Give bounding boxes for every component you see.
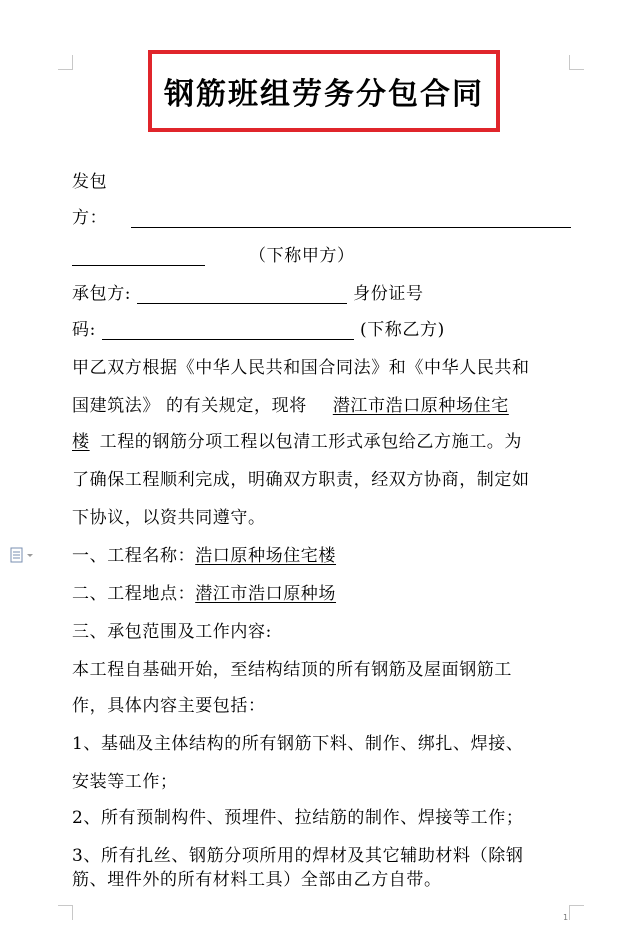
paragraph-options-icon[interactable] [10,546,38,564]
item-3-text-1: 3、所有扎丝、钢筋分项所用的焊材及其它辅助材料（除钢 [72,846,524,866]
intro-text-2a: 国建筑法》 的有关规定，现将 [72,396,307,416]
item-1-text-2: 安装等工作； [72,772,178,792]
party-b-blank[interactable] [137,285,347,304]
intro-line-4 [72,470,530,490]
intro-text-4: 了确保工程顺利完成，明确双方职责，经双方协商，制定如 [72,470,530,490]
item-1-text-1: 1、基础及主体结构的所有钢筋下料、制作、绑扎、焊接、 [72,734,524,754]
party-a-suffix-line [72,246,355,266]
intro-line-5 [72,508,266,528]
party-b-line [72,284,424,304]
section-3-heading: 三、承包范围及工作内容: [72,622,272,642]
scope-line-1 [72,660,512,680]
item-3-line-2 [72,870,442,890]
item-3-text-2: 筋、埋件外的所有材料工具）全部由乙方自带。 [72,870,442,890]
item-2-line [72,808,523,828]
section-1 [72,546,336,566]
id-number-line [72,320,445,340]
scope-text-1: 本工程自基础开始，至结构结顶的所有钢筋及屋面钢筋工 [72,660,512,680]
project-name-value: 浩口原种场住宅楼 [195,546,337,566]
project-location-underlined-end: 楼 [72,432,90,452]
section-2-label: 二、工程地点： [72,584,196,604]
item-2-text: 2、所有预制构件、预埋件、拉结筋的制作、焊接等工作； [72,808,524,828]
party-b-suffix: (下称乙方) [359,320,445,340]
section-2 [72,584,336,604]
intro-line-1 [72,358,530,378]
id-number-label-part2: 码: [72,320,96,340]
item-3-line-1 [72,846,523,866]
section-3 [72,622,272,642]
title-box [148,50,500,132]
scope-text-2: 作，具体内容主要包括： [72,696,266,716]
party-a-label-part1: 发包 [72,172,108,192]
id-number-label: 身份证号 [353,284,424,304]
crop-mark-bottom-right [569,905,584,920]
party-a-blank[interactable] [131,209,571,228]
item-1-line-2 [72,772,178,792]
intro-text-1: 甲乙双方根据《中华人民共和国合同法》和《中华人民共和 [72,358,530,378]
project-location-underlined: 潜江市浩口原种场住宅 [332,396,509,416]
document-title: 钢筋班组劳务分包合同 [164,77,484,112]
party-a-blank-continued[interactable] [72,247,205,266]
page-number: 1 [563,913,569,922]
item-1-line-1 [72,734,523,754]
party-a-label-part2: 方： [72,208,108,228]
party-a-suffix: （下称甲方） [249,246,355,266]
intro-text-5: 下协议，以资共同遵守。 [72,508,266,528]
intro-text-3: 工程的钢筋分项工程以包清工形式承包给乙方施工。为 [99,432,523,452]
project-address-value: 潜江市浩口原种场 [195,584,337,604]
intro-line-2 [72,396,509,416]
party-a-label-line1 [72,172,107,192]
scope-line-2 [72,696,266,716]
section-1-label: 一、工程名称： [72,546,196,566]
id-number-blank[interactable] [102,321,354,340]
crop-mark-top-left [58,55,73,70]
party-a-line [72,208,571,228]
party-b-label: 承包方: [72,284,132,304]
intro-line-3 [72,432,522,452]
crop-mark-bottom-left [58,905,73,920]
crop-mark-top-right [569,55,584,70]
